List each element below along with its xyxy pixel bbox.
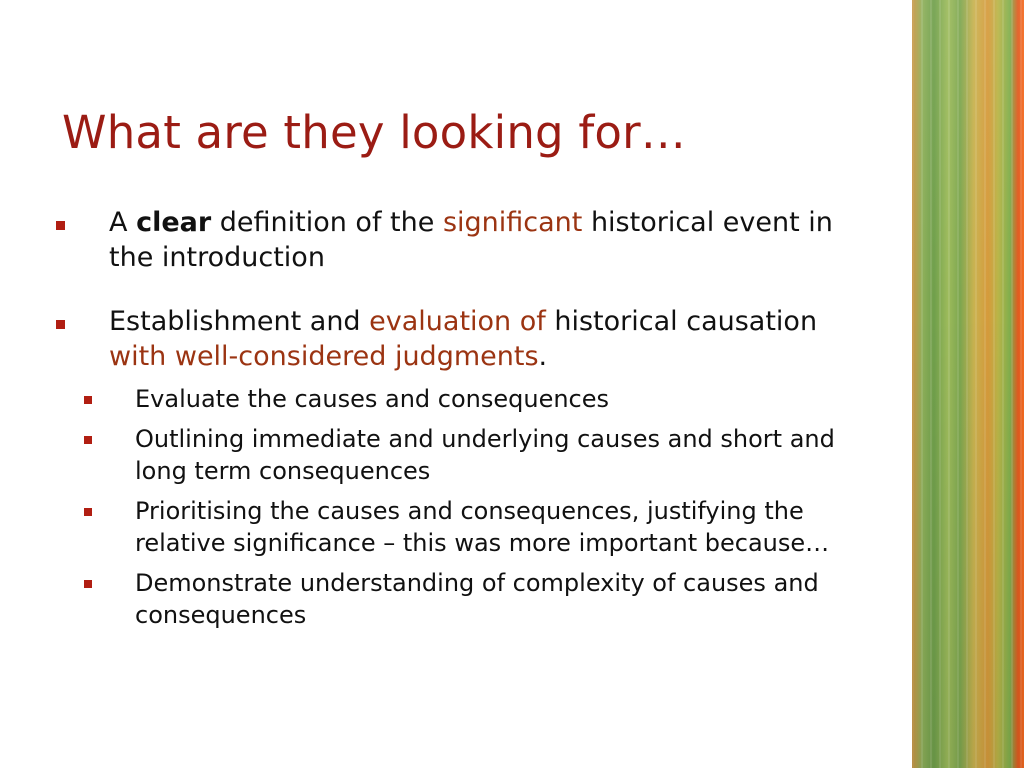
slide-title: What are they looking for… <box>62 106 686 159</box>
bullet-text-part: definition of the <box>211 207 443 238</box>
square-bullet-icon <box>56 221 65 230</box>
sub-bullet-text: Prioritising the causes and consequences, justifying the relative significance – this was more important because… <box>135 497 830 557</box>
square-bullet-icon <box>84 580 92 588</box>
sub-bullet-item <box>52 495 882 559</box>
bullet-text-part: A <box>109 207 137 238</box>
bullet-text-highlight: significant <box>442 207 583 238</box>
square-bullet-icon <box>56 320 65 329</box>
bullet-text-part: historical causation <box>545 306 818 337</box>
sub-bullet-item <box>52 383 882 415</box>
sub-bullet-item <box>52 567 882 631</box>
bullet-text-highlight: with well-considered judgments <box>109 341 539 372</box>
sub-bullet-text: Evaluate the causes and consequences <box>135 385 610 413</box>
bullet-text-part: Establishment and <box>109 306 370 337</box>
square-bullet-icon <box>84 508 92 516</box>
square-bullet-icon <box>84 436 92 444</box>
bullet-text-highlight: evaluation of <box>369 306 546 337</box>
square-bullet-icon <box>84 396 92 404</box>
bullet-item-establishment <box>52 304 882 374</box>
decorative-side-strip <box>912 0 1024 768</box>
sub-bullet-text: Outlining immediate and underlying causes and short and long term consequences <box>135 425 835 485</box>
bullet-text-emphasis: clear <box>136 207 212 238</box>
bullet-text-part: historical event in the introduction <box>109 207 833 273</box>
sub-bullet-item <box>52 423 882 487</box>
bullet-list <box>52 205 882 639</box>
bullet-item-clear-definition <box>52 205 882 275</box>
bullet-text-part: . <box>538 341 548 372</box>
sub-bullet-text: Demonstrate understanding of complexity of causes and consequences <box>135 569 819 629</box>
